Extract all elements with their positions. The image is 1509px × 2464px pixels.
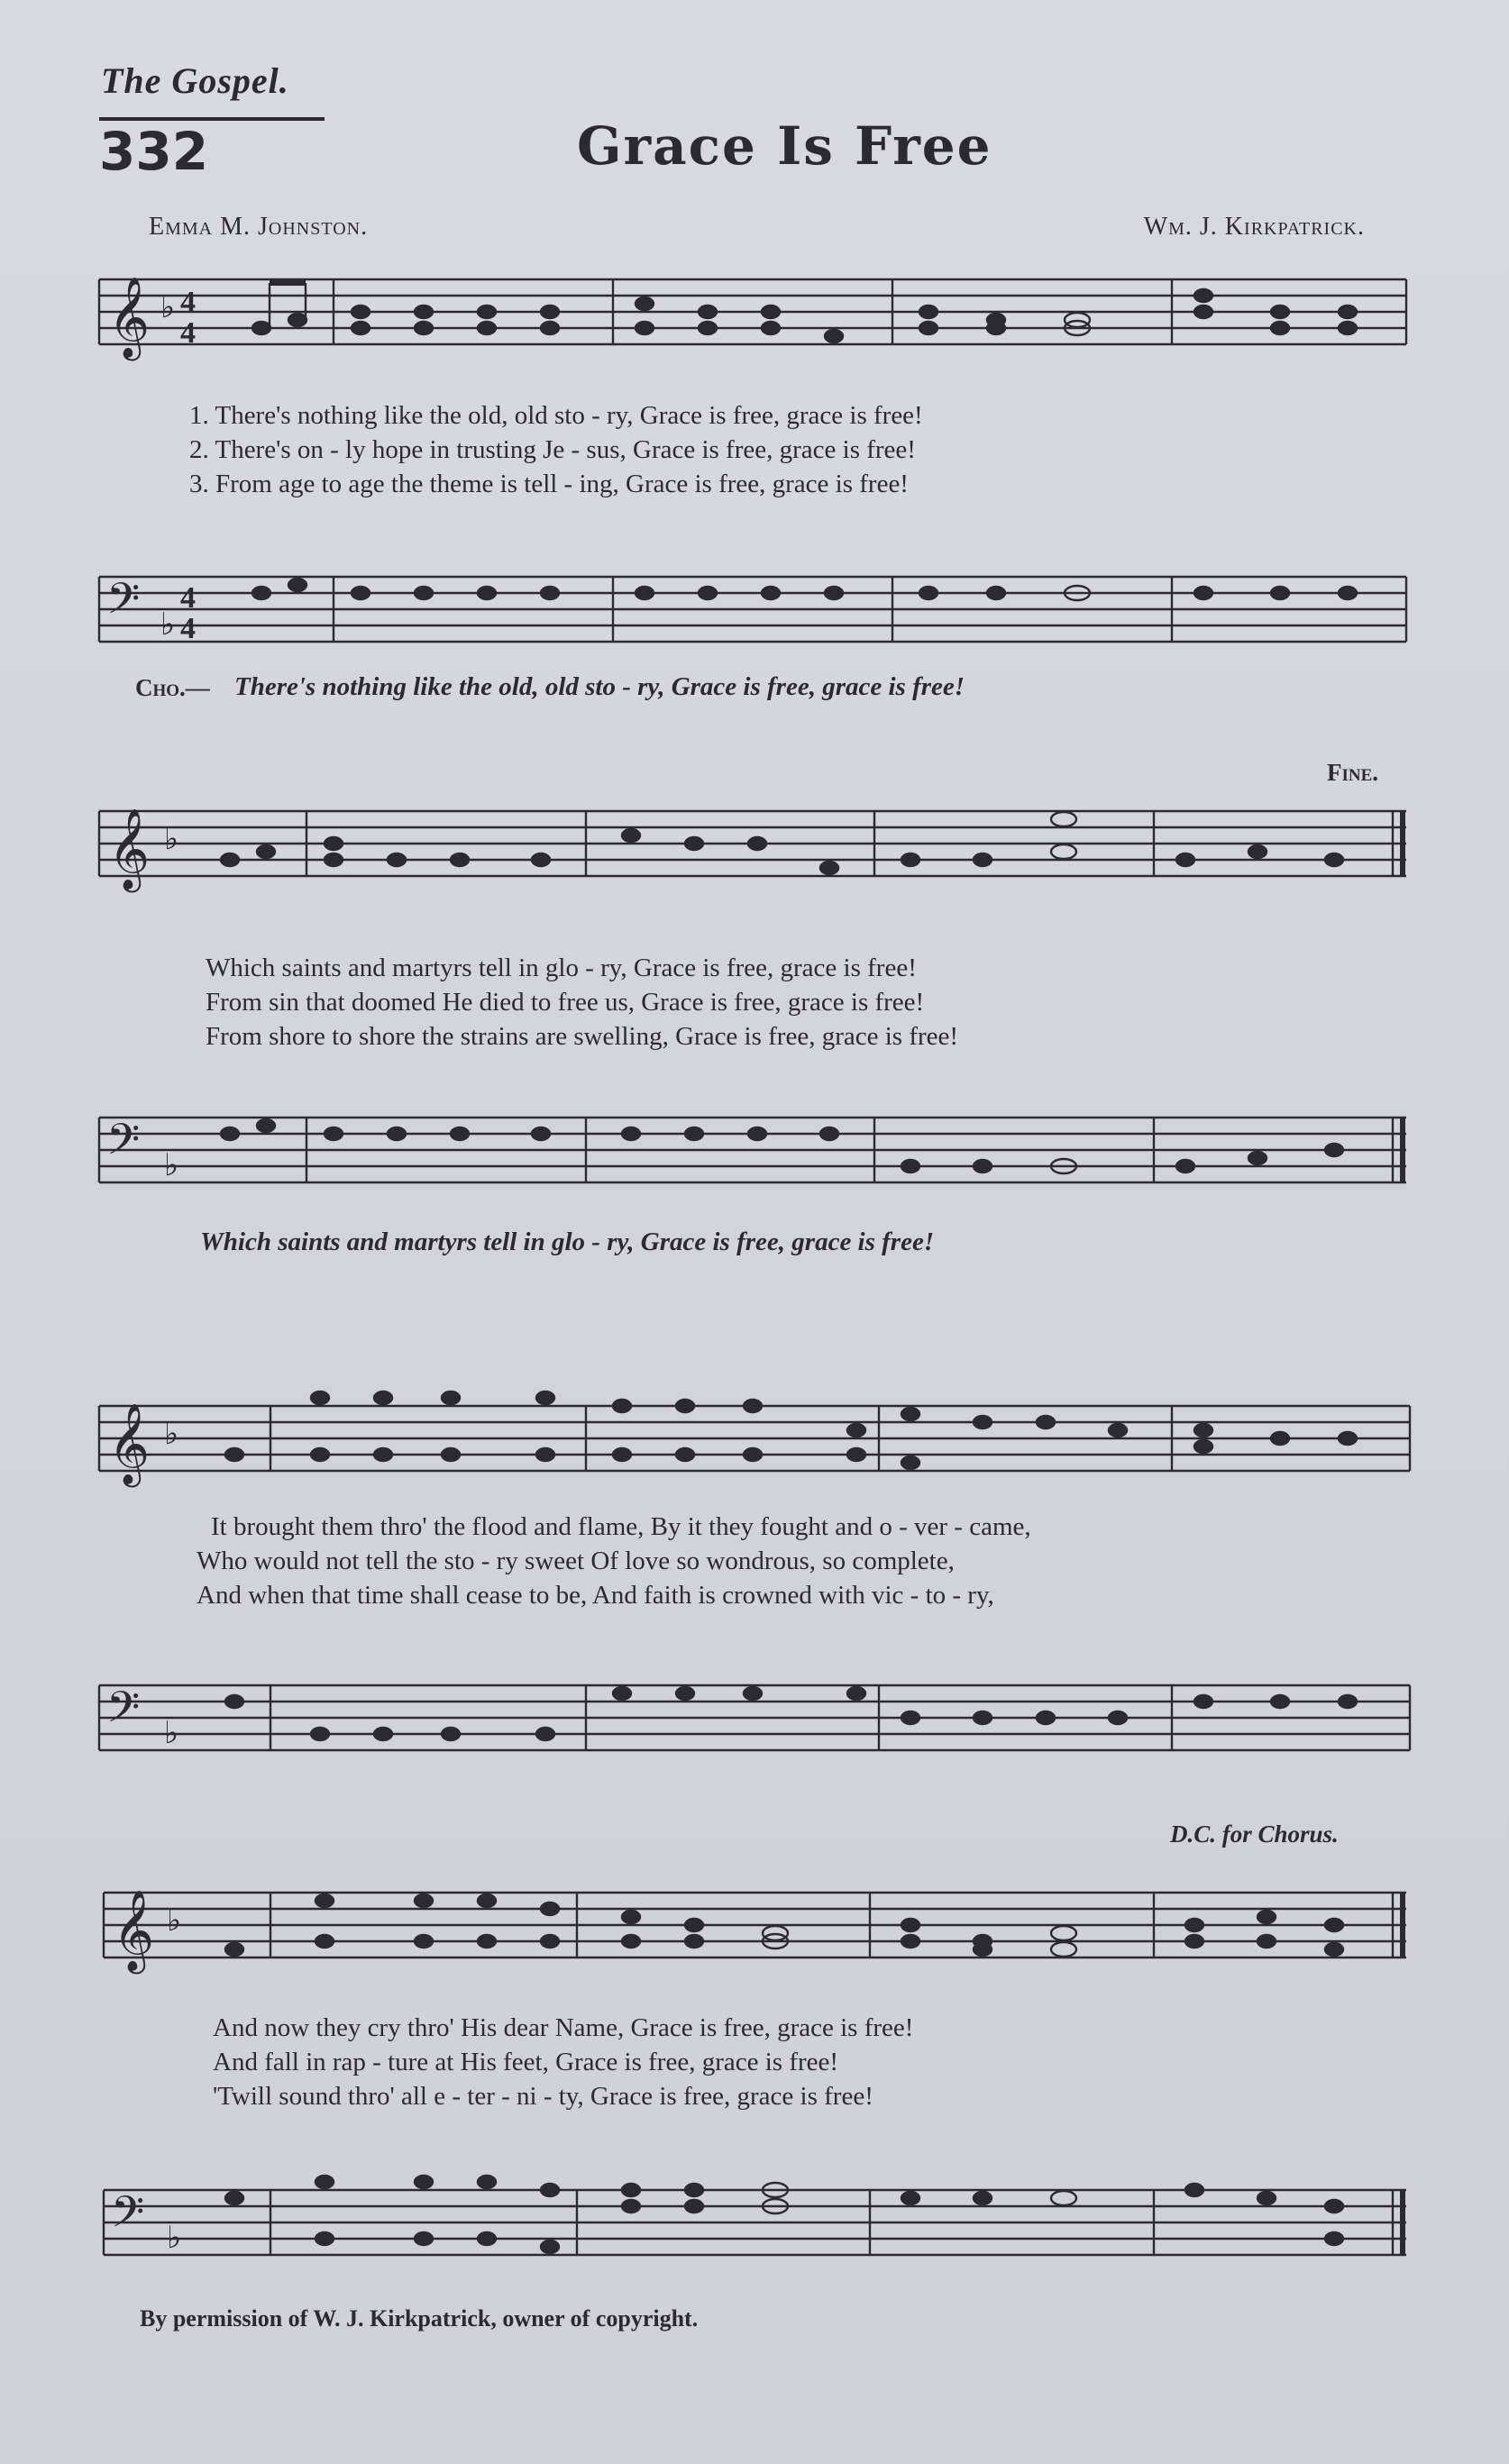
system-3-bass-staff — [0, 1622, 1509, 1784]
system-1-bass-staff — [0, 541, 1509, 649]
svg-text:𝄢: 𝄢 — [106, 1684, 141, 1742]
svg-text:♭: ♭ — [167, 2222, 182, 2255]
svg-text:♭: ♭ — [167, 1904, 182, 1938]
system-3-verse-2: Who would not tell the sto - ry sweet Of love so wondrous, so complete, — [197, 1547, 955, 1575]
system-1-verse-1: 1. There's nothing like the old, old sto - ry, Grace is free, grace is free! — [189, 401, 923, 430]
author-credit: Emma M. Johnston. — [149, 213, 369, 241]
svg-text:𝄢: 𝄢 — [106, 1116, 141, 1174]
system-1-chorus-text: There's nothing like the old, old sto - ry, Grace is free, grace is free! — [234, 672, 965, 701]
fine-marker: Fine. — [1327, 759, 1379, 786]
system-3-treble-staff — [0, 1352, 1509, 1514]
system-1-treble-staff — [0, 270, 1509, 397]
svg-text:♭: ♭ — [164, 1418, 179, 1451]
system-1-verse-2: 2. There's on - ly hope in trusting Je - sus, Grace is free, grace is free! — [189, 435, 916, 464]
system-3-verse-3: And when that time shall cease to be, And faith is crowned with vic - to - ry, — [197, 1581, 994, 1610]
hymn-number: 332 — [99, 121, 209, 182]
system-4-verse-2: And fall in rap - ture at His feet, Grace is free, grace is free! — [213, 2048, 839, 2076]
svg-text:♭: ♭ — [164, 1717, 179, 1750]
svg-text:♭: ♭ — [160, 608, 176, 642]
system-4-verse-1: And now they cry thro' His dear Name, Grace is free, grace is free! — [213, 2013, 914, 2042]
section-label: The Gospel. — [101, 60, 289, 101]
svg-text:4: 4 — [180, 581, 196, 615]
svg-text:𝄞: 𝄞 — [108, 809, 151, 888]
system-3-verse-1: It brought them thro' the flood and flame, By it they fought and o - ver - came, — [211, 1512, 1031, 1541]
svg-text:4: 4 — [180, 612, 196, 645]
svg-text:♭: ♭ — [164, 823, 179, 856]
svg-text:4: 4 — [180, 286, 196, 319]
svg-text:𝄞: 𝄞 — [113, 1891, 155, 1969]
system-2-bass-staff — [0, 1072, 1509, 1208]
hymn-title: Grace Is Free — [577, 115, 992, 177]
svg-text:𝄞: 𝄞 — [108, 277, 151, 358]
system-1-verse-3: 3. From age to age the theme is tell - ing, Grace is free, grace is free! — [189, 470, 909, 498]
system-4-treble-staff — [0, 1857, 1509, 2001]
svg-text:𝄢: 𝄢 — [111, 2188, 145, 2247]
svg-text:♭: ♭ — [164, 1149, 179, 1182]
system-4-bass-staff — [0, 2118, 1509, 2280]
system-2-chorus-text: Which saints and martyrs tell in glo - ry, Grace is free, grace is free! — [200, 1227, 935, 1256]
system-2-treble-staff — [0, 793, 1509, 919]
copyright-footer: By permission of W. J. Kirkpatrick, owner of copyright. — [140, 2305, 699, 2332]
svg-text:𝄢: 𝄢 — [106, 575, 141, 634]
svg-text:4: 4 — [180, 316, 196, 350]
dc-marker: D.C. for Chorus. — [1170, 1821, 1339, 1848]
svg-text:♭: ♭ — [160, 291, 176, 324]
system-2-verse-3: From shore to shore the strains are swelling, Grace is free, grace is free! — [206, 1022, 959, 1051]
system-4-verse-3: 'Twill sound thro' all e - ter - ni - ty, Grace is free, grace is free! — [213, 2082, 873, 2111]
svg-text:𝄞: 𝄞 — [108, 1404, 151, 1483]
system-2-verse-1: Which saints and martyrs tell in glo - ry, Grace is free, grace is free! — [206, 954, 917, 982]
system-2-verse-2: From sin that doomed He died to free us, Grace is free, grace is free! — [206, 988, 925, 1017]
composer-credit: Wm. J. Kirkpatrick. — [1143, 213, 1365, 241]
chorus-label: Cho.— — [135, 674, 210, 701]
